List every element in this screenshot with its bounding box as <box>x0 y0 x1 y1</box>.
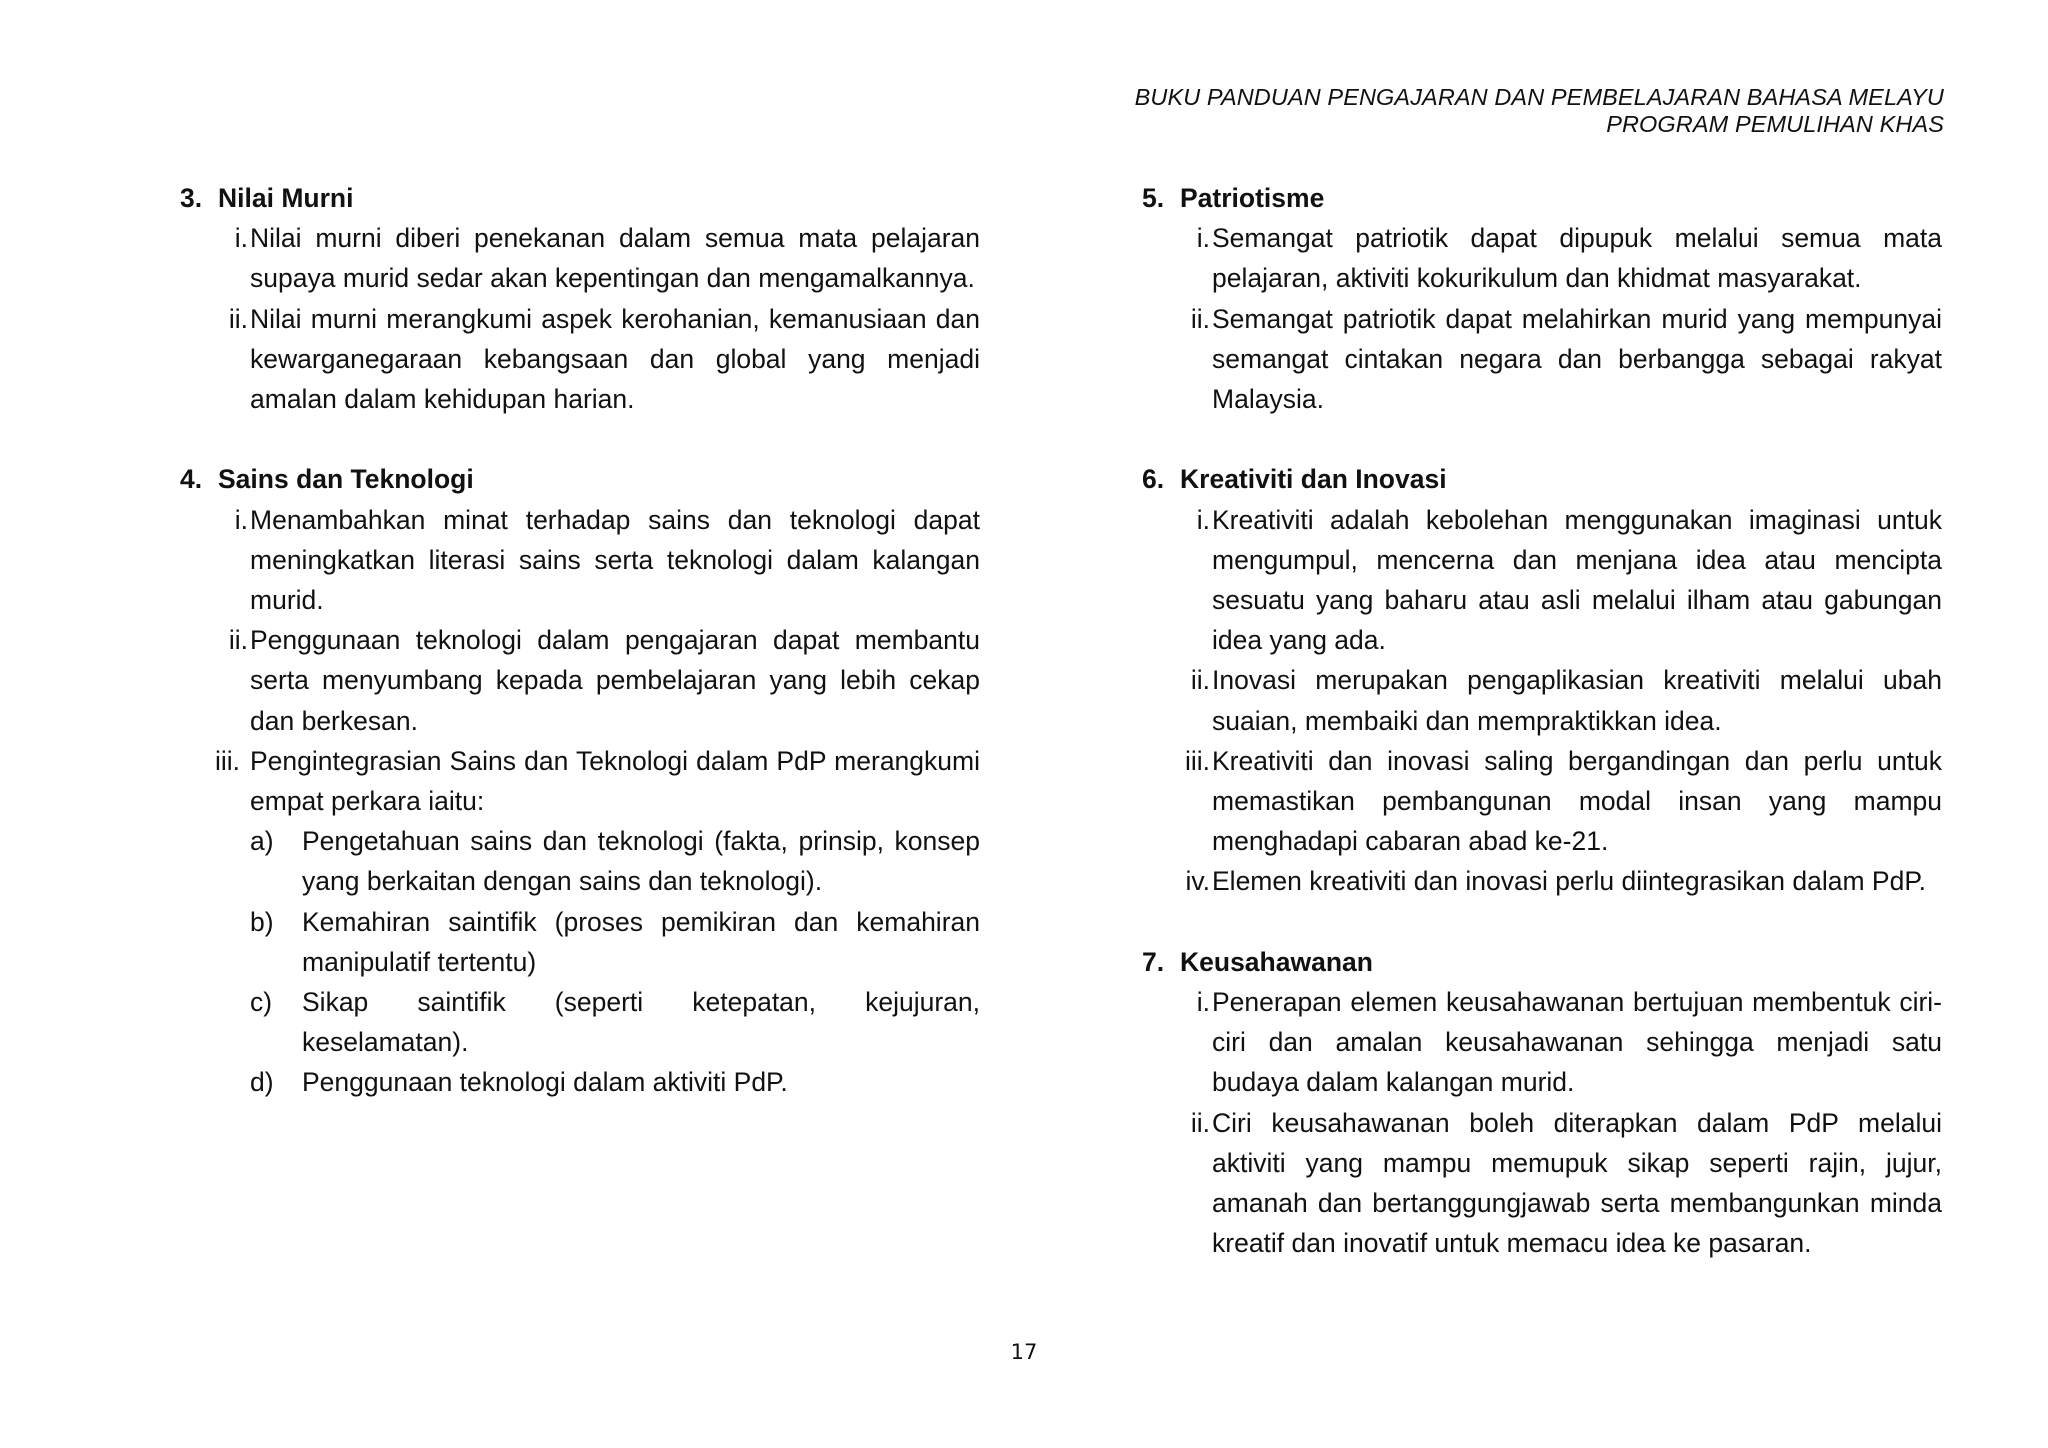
header-line-1: BUKU PANDUAN PENGAJARAN DAN PEMBELAJARAN BAHASA MELAYU <box>1134 84 1944 110</box>
list-marker: ii. <box>1190 1107 1210 1138</box>
list-item <box>1142 660 1942 740</box>
list-marker: iii. <box>215 745 241 776</box>
sub-list-item-text: Sikap saintifik (seperti ketepatan, kejujuran, keselamatan). <box>302 987 980 1058</box>
section-sains-dan-teknologi <box>180 459 980 1102</box>
section-patriotisme <box>1142 178 1942 419</box>
sub-list-item <box>180 982 980 1062</box>
list-item-text: Inovasi merupakan pengaplikasian kreativiti melalui ubah suaian, membaiki dan mempraktikkan idea. <box>1212 665 1942 736</box>
list-item <box>180 500 980 621</box>
section-title <box>180 459 980 499</box>
section-keusahawanan <box>1142 942 1942 1264</box>
list-item <box>180 741 980 821</box>
list-marker: ii. <box>228 303 248 334</box>
section-title-text: Nilai Murni <box>218 183 354 213</box>
sub-list-item-text: Penggunaan teknologi dalam aktiviti PdP. <box>302 1067 788 1098</box>
list-item-text: Nilai murni merangkumi aspek kerohanian, kemanusiaan dan kewarganegaraan kebangsaan dan global yang menjadi amalan dalam kehidupan harian. <box>250 303 980 415</box>
list-item-text: Ciri keusahawanan boleh diterapkan dalam PdP melalui aktiviti yang mampu memupuk sikap seperti rajin, jujur, amanah dan bertanggungjawab serta membangunkan minda kreatif dan inovatif untuk memacu idea ke pasaran. <box>1212 1107 1942 1259</box>
sub-list-marker: a) <box>250 826 274 857</box>
section-number: 4. <box>180 464 203 495</box>
section-number: 5. <box>1142 183 1165 213</box>
list-item-text: Semangat patriotik dapat dipupuk melalui semua mata pelajaran, aktiviti kokurikulum dan khidmat masyarakat. <box>1212 223 1942 294</box>
list-marker: iii. <box>1184 745 1210 776</box>
list-marker: ii. <box>228 625 248 656</box>
sub-list-item-text: Kemahiran saintifik (proses pemikiran dan kemahiran manipulatif tertentu) <box>302 906 980 977</box>
sub-list-item-text: Pengetahuan sains dan teknologi (fakta, prinsip, konsep yang berkaitan dengan sains dan teknologi). <box>302 826 980 897</box>
list-item-text: Kreativiti dan inovasi saling bergandingan dan perlu untuk memastikan pembangunan modal insan yang mampu menghadapi cabaran abad ke-21. <box>1212 745 1942 857</box>
list-item <box>1142 1103 1942 1264</box>
sub-list-marker: c) <box>250 987 273 1018</box>
sub-list-item <box>180 902 980 982</box>
list-item <box>1142 299 1942 420</box>
list-item-text: Nilai murni diberi penekanan dalam semua mata pelajaran supaya murid sedar akan kepentingan dan mengamalkannya. <box>250 223 980 294</box>
list-item <box>1142 218 1942 298</box>
section-kreativiti-dan-inovasi <box>1142 459 1942 901</box>
list-marker: iv. <box>1185 866 1210 897</box>
list-marker: i. <box>1196 987 1210 1018</box>
list-item-text: Penggunaan teknologi dalam pengajaran dapat membantu serta menyumbang kepada pembelajaran yang lebih cekap dan berkesan. <box>250 625 980 736</box>
section-title <box>1142 942 1942 982</box>
section-number: 6. <box>1142 464 1165 495</box>
right-column <box>1142 178 1942 1304</box>
list-item-text: Semangat patriotik dapat melahirkan murid yang mempunyai semangat cintakan negara dan berbangga sebagai rakyat Malaysia. <box>1212 303 1942 415</box>
section-number: 7. <box>1142 946 1165 977</box>
sub-list-marker: d) <box>250 1067 274 1098</box>
list-marker: ii. <box>1190 303 1210 334</box>
list-item <box>180 620 980 741</box>
header-line-2: PROGRAM PEMULIHAN KHAS <box>1606 111 1944 137</box>
list-item-text: Kreativiti adalah kebolehan menggunakan imaginasi untuk mengumpul, mencerna dan menjana idea atau mencipta sesuatu yang baharu atau asli melalui ilham atau gabungan idea yang ada. <box>1212 504 1942 656</box>
section-title-text: Patriotisme <box>1180 183 1325 213</box>
running-header <box>844 84 1944 138</box>
list-marker: i. <box>1196 504 1210 535</box>
list-marker: ii. <box>1190 665 1210 696</box>
list-item <box>180 299 980 420</box>
section-number: 3. <box>180 183 203 213</box>
list-item <box>1142 861 1942 901</box>
list-marker: i. <box>234 223 248 254</box>
section-title-text: Kreativiti dan Inovasi <box>1180 464 1447 495</box>
sub-list-marker: b) <box>250 906 274 937</box>
section-title <box>180 178 980 218</box>
left-column <box>180 178 980 1143</box>
sub-list-item <box>180 821 980 901</box>
list-item <box>1142 500 1942 661</box>
page-number: 17 <box>1010 1340 1038 1364</box>
sub-list-item <box>180 1062 980 1102</box>
section-title-text: Keusahawanan <box>1180 946 1373 977</box>
list-item <box>1142 741 1942 862</box>
section-title-text: Sains dan Teknologi <box>218 464 474 495</box>
section-title <box>1142 178 1942 218</box>
list-item <box>180 218 980 298</box>
list-marker: i. <box>1196 223 1210 254</box>
list-item-text: Penerapan elemen keusahawanan bertujuan membentuk ciri-ciri dan amalan keusahawanan sehingga menjadi satu budaya dalam kalangan murid. <box>1212 987 1942 1098</box>
list-item <box>1142 982 1942 1103</box>
list-item-text: Elemen kreativiti dan inovasi perlu diintegrasikan dalam PdP. <box>1212 866 1926 897</box>
list-marker: i. <box>234 504 248 535</box>
list-item-text: Menambahkan minat terhadap sains dan teknologi dapat meningkatkan literasi sains serta teknologi dalam kalangan murid. <box>250 504 980 616</box>
section-title <box>1142 459 1942 499</box>
section-nilai-murni <box>180 178 980 419</box>
list-item-text: Pengintegrasian Sains dan Teknologi dalam PdP merangkumi empat perkara iaitu: <box>250 745 980 817</box>
